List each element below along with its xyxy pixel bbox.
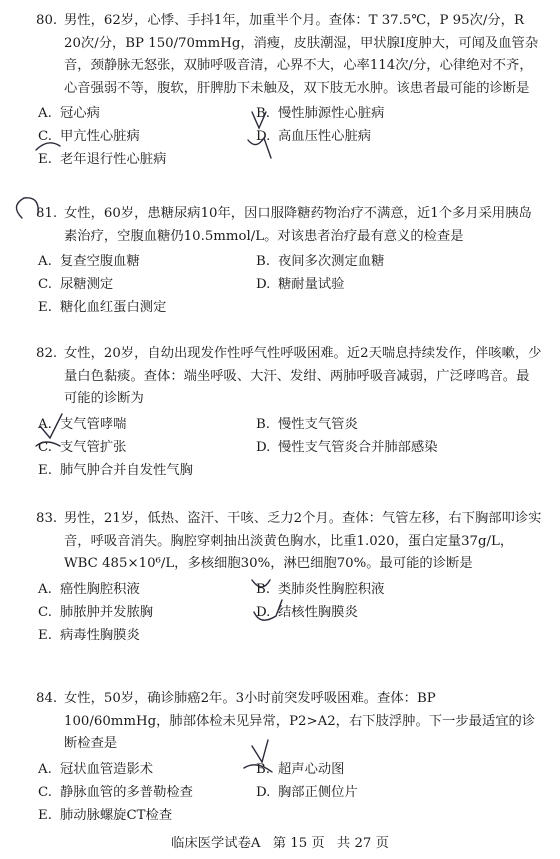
option-letter: D. [256,277,271,292]
option-c[interactable] [36,781,254,804]
option-letter: B. [256,106,270,121]
option-text: 胸部正侧位片 [278,784,358,800]
option-text: 冠心病 [60,106,100,121]
option-d[interactable] [254,781,536,804]
option-text: 冠状血管造影术 [60,761,154,777]
option-text: 类肺炎性胸腔积液 [278,581,385,597]
option-b[interactable] [254,578,536,601]
option-letter: E. [38,152,52,167]
question-stem [36,343,542,411]
option-c[interactable] [36,601,254,624]
options [36,758,542,827]
option-letter: A. [38,761,52,777]
option-letter: A. [38,254,52,269]
option-letter: C. [38,277,52,292]
question-text: 男性，21岁，低热、盗汗、干咳、乏力2个月。查体：气管左移，右下胸部叩诊实音，呼吸音消失。胸腔穿刺抽出淡黄色胸水，比重1.020，蛋白定量37g/L，WBC 485×10⁶/L，多核细胞30%，淋巴细胞70%。最可能的诊断是 [64,511,542,571]
option-c[interactable] [36,125,254,148]
question-text: 女性，60岁，患糖尿病10年，因口服降糖药物治疗不满意，近1个多月采用胰岛素治疗，空腹血糖仍10.5mmol/L。对该患者治疗最有意义的检查是 [64,206,532,244]
option-e[interactable] [36,804,254,827]
option-letter: C. [38,604,52,620]
option-c[interactable] [36,273,254,296]
question-number: 82. [36,346,58,361]
question-stem [36,688,542,756]
question-80 [36,10,542,171]
option-text: 尿糖测定 [60,277,114,292]
option-letter: B. [256,581,270,597]
option-b[interactable] [254,413,536,436]
option-a[interactable] [36,758,254,781]
option-text: 病毒性胸膜炎 [60,627,140,643]
option-text: 支气管哮喘 [60,416,127,432]
option-letter: E. [38,627,52,643]
option-letter: D. [256,129,271,144]
exam-name: 临床医学试卷A [171,836,261,851]
option-text: 肺气肿合并自发性气胸 [60,462,193,478]
option-e[interactable] [36,459,254,482]
option-text: 静脉血管的多普勒检查 [60,784,193,800]
option-e[interactable] [36,148,254,171]
options [36,250,542,319]
option-text: 老年退行性心脏病 [60,152,167,167]
options [36,578,542,647]
question-82 [36,343,542,482]
page-total: 共 27 页 [336,836,389,851]
question-text: 女性，20岁，自幼出现发作性呼气性呼吸困难。近2天喘息持续发作，伴咳嗽，少量白色黏痰。查体：端坐呼吸、大汗、发绀、两肺呼吸音减弱，广泛哮鸣音。最可能的诊断为 [64,346,542,406]
option-text: 肺动脉螺旋CT检查 [60,807,173,823]
option-letter: B. [256,254,270,269]
option-letter: C. [38,129,52,144]
pen-mark-q81-number [16,198,38,218]
option-b[interactable] [254,250,536,273]
option-letter: E. [38,462,52,478]
option-text: 高血压性心脏病 [278,129,372,144]
option-d[interactable] [254,273,536,296]
option-text: 支气管扩张 [60,439,127,455]
question-number: 80. [36,13,58,28]
option-text: 慢性支气管炎 [278,416,358,432]
option-letter: E. [38,807,52,823]
option-a[interactable] [36,578,254,601]
option-text: 慢性肺源性心脏病 [278,106,385,121]
option-text: 糖耐量试验 [278,277,345,292]
question-text: 女性，50岁，确诊肺癌2年。3小时前突发呼吸困难。查体：BP 100/60mmHg，肺部体检未见异常，P2>A2，右下肢浮肿。下一步最适宜的诊断检查是 [64,691,536,751]
option-letter: B. [256,416,270,432]
question-number: 84. [36,691,58,706]
option-text: 慢性支气管炎合并肺部感染 [278,439,438,455]
option-text: 糖化血红蛋白测定 [60,300,167,315]
option-text: 癌性胸腔积液 [60,581,140,597]
options [36,413,542,482]
option-letter: B. [256,761,270,777]
question-stem [36,10,542,100]
option-text: 甲亢性心脏病 [60,129,140,144]
option-letter: E. [38,300,52,315]
page-number: 第 15 页 [272,836,325,851]
question-stem [36,508,542,576]
option-e[interactable] [36,296,254,319]
option-a[interactable] [36,250,254,273]
question-83 [36,508,542,647]
question-number: 83. [36,511,58,526]
option-e[interactable] [36,624,254,647]
option-letter: C. [38,439,52,455]
option-text: 夜间多次测定血糖 [278,254,385,269]
option-letter: C. [38,784,52,800]
option-b[interactable] [254,102,536,125]
option-letter: D. [256,784,271,800]
option-c[interactable] [36,436,254,459]
option-text: 超声心动图 [278,761,345,777]
options [36,102,542,171]
option-text: 结核性胸膜炎 [278,604,358,620]
question-number: 81. [36,206,58,221]
option-text: 肺脓肿并发脓胸 [60,604,154,620]
question-84 [36,688,542,827]
option-d[interactable] [254,125,536,148]
option-b[interactable] [254,758,536,781]
option-letter: D. [256,439,271,455]
option-a[interactable] [36,413,254,436]
question-stem [36,203,542,248]
option-letter: A. [38,581,52,597]
option-letter: A. [38,416,52,432]
page-footer [0,832,560,851]
option-letter: A. [38,106,52,121]
option-letter: D. [256,604,271,620]
option-d[interactable] [254,436,536,459]
option-a[interactable] [36,102,254,125]
question-text: 男性，62岁，心悸、手抖1年，加重半个月。查体：T 37.5℃，P 95次/分，R 20次/分，BP 150/70mmHg，消瘦，皮肤潮湿，甲状腺Ⅰ度肿大，可闻及血管杂音，颈静脉无怒张，双肺呼吸音清，心界不大，心率114次/分，心律绝对不齐，心音强弱不等，腹软，肝脾肋下未触及，双下肢无水肿。该患者最可能的诊断是 [64,13,539,96]
option-d[interactable] [254,601,536,624]
question-81 [36,203,542,319]
option-text: 复查空腹血糖 [60,254,140,269]
